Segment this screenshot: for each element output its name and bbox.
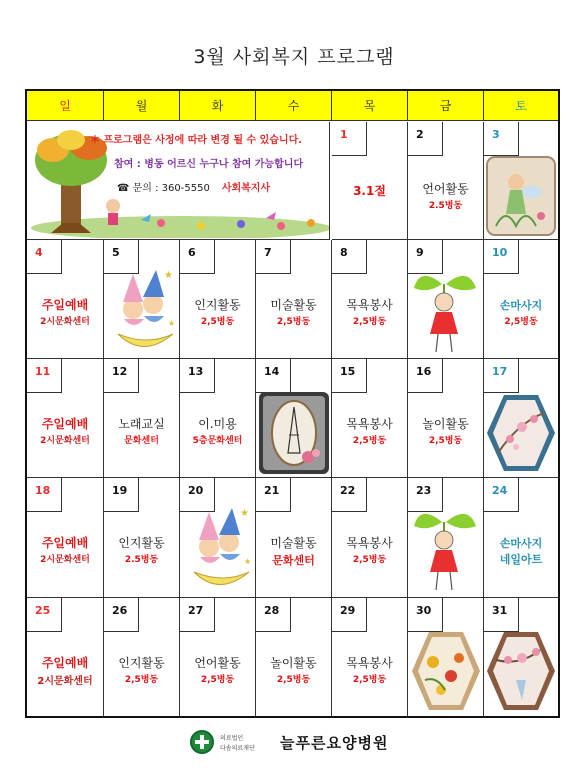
activity-title: 목욕봉사: [346, 536, 393, 550]
date-number: 11: [27, 359, 62, 393]
activity-location: 문화센터: [124, 436, 159, 446]
day-cell-8: [332, 240, 408, 359]
weekday-sat: 토: [484, 91, 558, 121]
day-cell-17: [484, 359, 558, 478]
activity-title: 언어활동: [422, 182, 469, 196]
activity-location: 2,5병동: [124, 675, 159, 685]
activity-title: 놀이활동: [422, 417, 469, 431]
day-cell-16: [408, 359, 484, 478]
date-number: 17: [484, 359, 519, 393]
notice-box: [27, 122, 330, 240]
date-number: 30: [408, 598, 443, 632]
activity-location: 2,5병동: [504, 317, 538, 327]
date-number: 31: [484, 598, 519, 632]
day-cell-12: [104, 359, 180, 478]
day-cell-18: [27, 478, 104, 598]
svg-text:★: ★: [240, 508, 249, 519]
date-number: 7: [256, 240, 291, 274]
date-number: 20: [180, 478, 215, 512]
notice-line-contact: ☎ 문의 : 360-5550 사회복지사: [117, 183, 271, 194]
activity-location: 2,5병동: [352, 675, 387, 685]
sprout-girl-illustration: [412, 500, 482, 595]
day-cell-26: [104, 598, 180, 716]
date-number: 24: [484, 478, 519, 512]
activity-title: 놀이활동: [270, 656, 317, 670]
activity-location: 2,5병동: [352, 317, 387, 327]
weekday-sun: 일: [27, 91, 104, 121]
date-number: 23: [408, 478, 443, 512]
weekday-wed: 수: [256, 91, 332, 121]
moon-children-illustration: [184, 502, 254, 594]
svg-text:★: ★: [244, 557, 252, 566]
page-title: 3월 사회복지 프로그램: [193, 46, 395, 68]
foundation-label: 다솜의료재단: [220, 745, 255, 752]
hospital-logo-icon: [190, 730, 214, 754]
activity-title: 미술활동: [270, 536, 317, 550]
moon-children-illustration: [108, 264, 178, 356]
activity-title: 목욕봉사: [346, 656, 393, 670]
activity-location: 네일아트: [499, 553, 543, 566]
notice-line-change: ＊ 프로그램은 사정에 따라 변경 될 수 있습니다.: [90, 135, 303, 146]
notice-line-participation: 참여 : 병동 어르신 누구나 참여 가능합니다: [114, 159, 304, 170]
day-cell-5: [104, 240, 180, 359]
weekday-tue: 화: [180, 91, 256, 121]
activity-location: 2시문화센터: [40, 317, 90, 327]
activity-location: 문화센터: [272, 554, 315, 567]
activity-title: 손마사지: [499, 537, 543, 550]
activity-location: 2시문화센터: [40, 436, 90, 446]
date-number: 28: [256, 598, 291, 632]
day-cell-6: [180, 240, 256, 359]
day-cell-15: [332, 359, 408, 478]
date-number: 21: [256, 478, 291, 512]
day-cell-14: [256, 359, 332, 478]
date-number: 1: [332, 122, 367, 156]
fairy-tray-image: [486, 156, 556, 236]
activity-location: 2.5병동: [428, 201, 463, 211]
date-number: 19: [104, 478, 139, 512]
date-number: 26: [104, 598, 139, 632]
date-number: 10: [484, 240, 519, 274]
flower-hexagon-tray-image: [411, 630, 481, 712]
activity-title: 목욕봉사: [346, 417, 393, 431]
date-number: 4: [27, 240, 62, 274]
weekday-thu: 목: [332, 91, 408, 121]
weekday-mon: 월: [104, 91, 180, 121]
day-cell-20: [180, 478, 256, 598]
date-number: 13: [180, 359, 215, 393]
activity-location: 5층문화센터: [192, 436, 243, 446]
date-number: 16: [408, 359, 443, 393]
activity-location: 2시문화센터: [37, 676, 93, 687]
date-number: 8: [332, 240, 367, 274]
date-number: 27: [180, 598, 215, 632]
day-cell-11: [27, 359, 104, 478]
date-number: 22: [332, 478, 367, 512]
date-number: 29: [332, 598, 367, 632]
activity-title: 언어활동: [194, 656, 241, 670]
activity-location: 2,5병동: [352, 555, 387, 565]
svg-text:★: ★: [168, 319, 176, 328]
date-number: 9: [408, 240, 443, 274]
activity-location: 2시문화센터: [40, 555, 90, 565]
day-cell-23: [408, 478, 484, 598]
activity-location: 2,5병동: [200, 317, 235, 327]
date-number: 14: [256, 359, 291, 393]
day-cell-1: [332, 122, 408, 240]
day-cell-27: [180, 598, 256, 716]
activity-location: 2,5병동: [428, 436, 463, 446]
date-number: 5: [104, 240, 139, 274]
activity-title: 인지활동: [118, 656, 165, 670]
date-number: 18: [27, 478, 62, 512]
day-cell-4: [27, 240, 104, 359]
day-cell-10: [484, 240, 558, 359]
activity-title: 인지활동: [194, 298, 241, 312]
activity-title: 목욕봉사: [346, 298, 393, 312]
hospital-footer: [190, 728, 430, 758]
activity-title: 노래교실: [118, 417, 165, 431]
day-cell-7: [256, 240, 332, 359]
svg-text:★: ★: [164, 270, 173, 281]
activity-title: 인지활동: [118, 536, 165, 550]
date-number: 12: [104, 359, 139, 393]
eiffel-tray-image: [258, 391, 330, 475]
date-number: 15: [332, 359, 367, 393]
activity-title: 손마사지: [499, 299, 543, 312]
day-cell-21: [256, 478, 332, 598]
activity-title: 주일예배: [41, 417, 89, 431]
activity-location: 2,5병동: [276, 317, 311, 327]
day-cell-9: [408, 240, 484, 359]
day-cell-19: [104, 478, 180, 598]
activity-title: 주일예배: [41, 656, 89, 670]
calendar-grid: [25, 89, 560, 718]
activity-title: 주일예배: [41, 536, 89, 550]
blossom-hexagon-tray-image: [486, 630, 556, 712]
day-cell-28: [256, 598, 332, 716]
activity-title: 3.1절: [353, 184, 386, 198]
activity-title: 미술활동: [270, 298, 317, 312]
date-number: 2: [408, 122, 443, 156]
sprout-girl-illustration: [412, 262, 482, 357]
org-type-label: 의료법인: [220, 735, 244, 742]
date-number: 6: [180, 240, 215, 274]
day-cell-25: [27, 598, 104, 716]
hospital-name: 늘푸른요양병원: [280, 734, 389, 752]
day-cell-3: [484, 122, 558, 240]
activity-location: 2,5병동: [352, 436, 387, 446]
date-number: 25: [27, 598, 62, 632]
day-cell-30: [408, 598, 484, 716]
day-cell-24: [484, 478, 558, 598]
activity-location: 2,5병동: [276, 675, 311, 685]
blossom-hexagon-tray-image: [486, 393, 556, 473]
activity-title: 주일예배: [41, 298, 89, 312]
activity-title: 이.미용: [198, 417, 237, 431]
day-cell-2: [408, 122, 484, 240]
day-cell-22: [332, 478, 408, 598]
activity-location: 2,5병동: [200, 675, 235, 685]
date-number: 3: [484, 122, 519, 156]
day-cell-13: [180, 359, 256, 478]
day-cell-31: [484, 598, 558, 716]
weekday-fri: 금: [408, 91, 484, 121]
day-cell-29: [332, 598, 408, 716]
activity-location: 2.5병동: [124, 555, 159, 565]
